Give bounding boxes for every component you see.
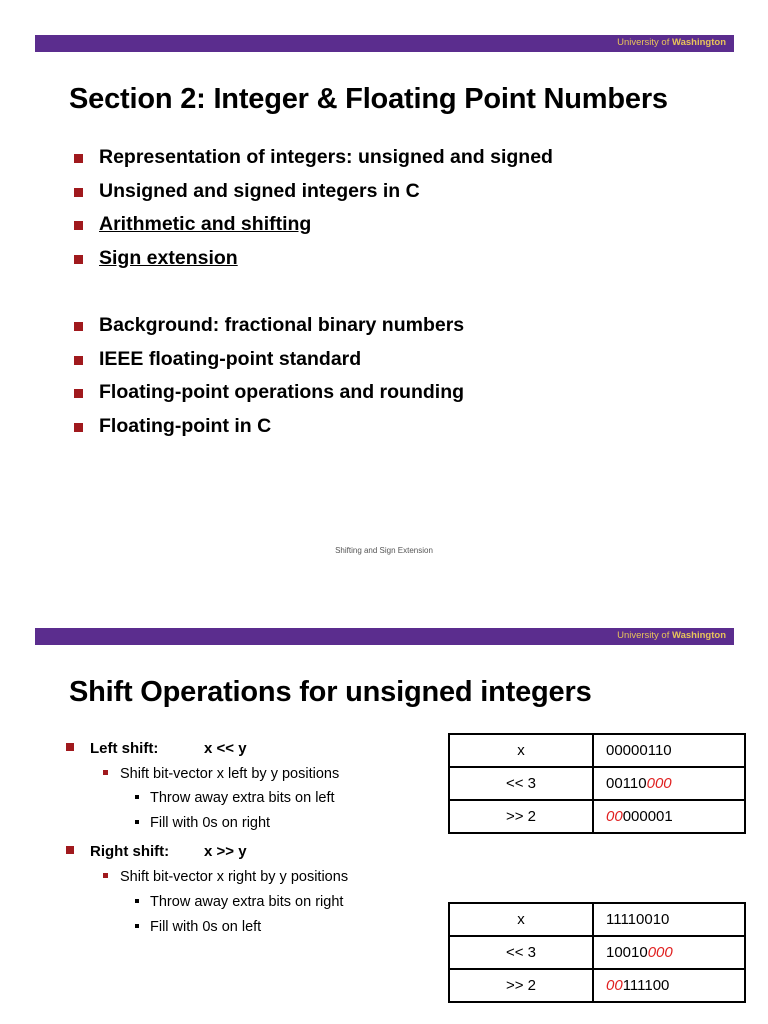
bullet-square-icon <box>103 873 108 878</box>
bullet-square-icon <box>103 770 108 775</box>
bullet-square-icon <box>66 743 74 751</box>
bullet-square-icon <box>135 924 139 928</box>
right-shift-expression: x >> y <box>204 843 247 860</box>
kept-bits: 10010 <box>606 944 648 961</box>
slide-title: Shift Operations for unsigned integers <box>69 676 592 708</box>
shift-table-2 <box>448 902 746 1003</box>
kept-bits: 000001 <box>622 808 673 825</box>
bit-value-cell <box>593 800 745 833</box>
kept-bits: 11110010 <box>606 911 670 928</box>
topic-item: Unsigned and signed integers in C <box>72 175 553 209</box>
right-shift-desc: Shift bit-vector x right by y positions <box>103 869 348 885</box>
slide-footer: Shifting and Sign Extension <box>335 546 433 555</box>
topic-item: Background: fractional binary numbers <box>72 309 553 343</box>
kept-bits: 00110 <box>606 775 647 792</box>
uw-banner <box>35 628 734 645</box>
shift-table-1 <box>448 733 746 834</box>
topic-item: Floating-point operations and rounding <box>72 376 553 410</box>
bullet-square-icon <box>135 820 139 824</box>
table-row <box>449 903 745 936</box>
left-shift-heading: Left shift: x << y <box>66 740 158 757</box>
left-shift-point: Fill with 0s on right <box>135 815 270 831</box>
table-row <box>449 734 745 767</box>
topic-link-sign-extension[interactable]: Sign extension <box>99 246 238 269</box>
right-shift-heading: Right shift: x >> y <box>66 843 169 860</box>
right-shift-point: Fill with 0s on left <box>135 919 261 935</box>
bit-value-cell <box>593 734 745 767</box>
kept-bits: 111100 <box>622 977 670 994</box>
shift-label-cell: << 3 <box>449 767 593 800</box>
shift-label-cell: >> 2 <box>449 969 593 1002</box>
shift-label-cell: x <box>449 734 593 767</box>
right-shift-point: Throw away extra bits on right <box>135 894 343 910</box>
table-row <box>449 936 745 969</box>
bit-value-cell <box>593 767 745 800</box>
topic-link-arithmetic[interactable]: Arithmetic and shifting <box>99 213 312 235</box>
bit-value-cell <box>593 969 745 1002</box>
bit-value-cell <box>593 936 745 969</box>
left-shift-desc: Shift bit-vector x left by y positions <box>103 766 339 782</box>
kept-bits: 00000110 <box>606 742 672 759</box>
topic-item: Representation of integers: unsigned and signed <box>72 141 553 175</box>
table-row <box>449 767 745 800</box>
bullet-square-icon <box>135 899 139 903</box>
fill-bits: 00 <box>606 977 623 994</box>
shift-label-cell: >> 2 <box>449 800 593 833</box>
uw-logo-text: University of Washington <box>617 37 726 48</box>
uw-logo-text: University of Washington <box>617 630 726 641</box>
left-shift-point: Throw away extra bits on left <box>135 790 335 806</box>
topic-item: IEEE floating-point standard <box>72 343 553 377</box>
fill-bits: 00 <box>606 808 623 825</box>
shift-label-cell: << 3 <box>449 936 593 969</box>
bullet-square-icon <box>135 795 139 799</box>
shift-label-cell: x <box>449 903 593 936</box>
fill-bits: 000 <box>647 944 673 961</box>
table-row <box>449 969 745 1002</box>
left-shift-expression: x << y <box>204 740 247 757</box>
fill-bits: 000 <box>646 775 672 792</box>
bit-value-cell <box>593 903 745 936</box>
topic-item: Floating-point in C <box>72 410 553 444</box>
table-row <box>449 800 745 833</box>
bullet-square-icon <box>66 846 74 854</box>
slide-title: Section 2: Integer & Floating Point Numbers <box>69 83 668 115</box>
